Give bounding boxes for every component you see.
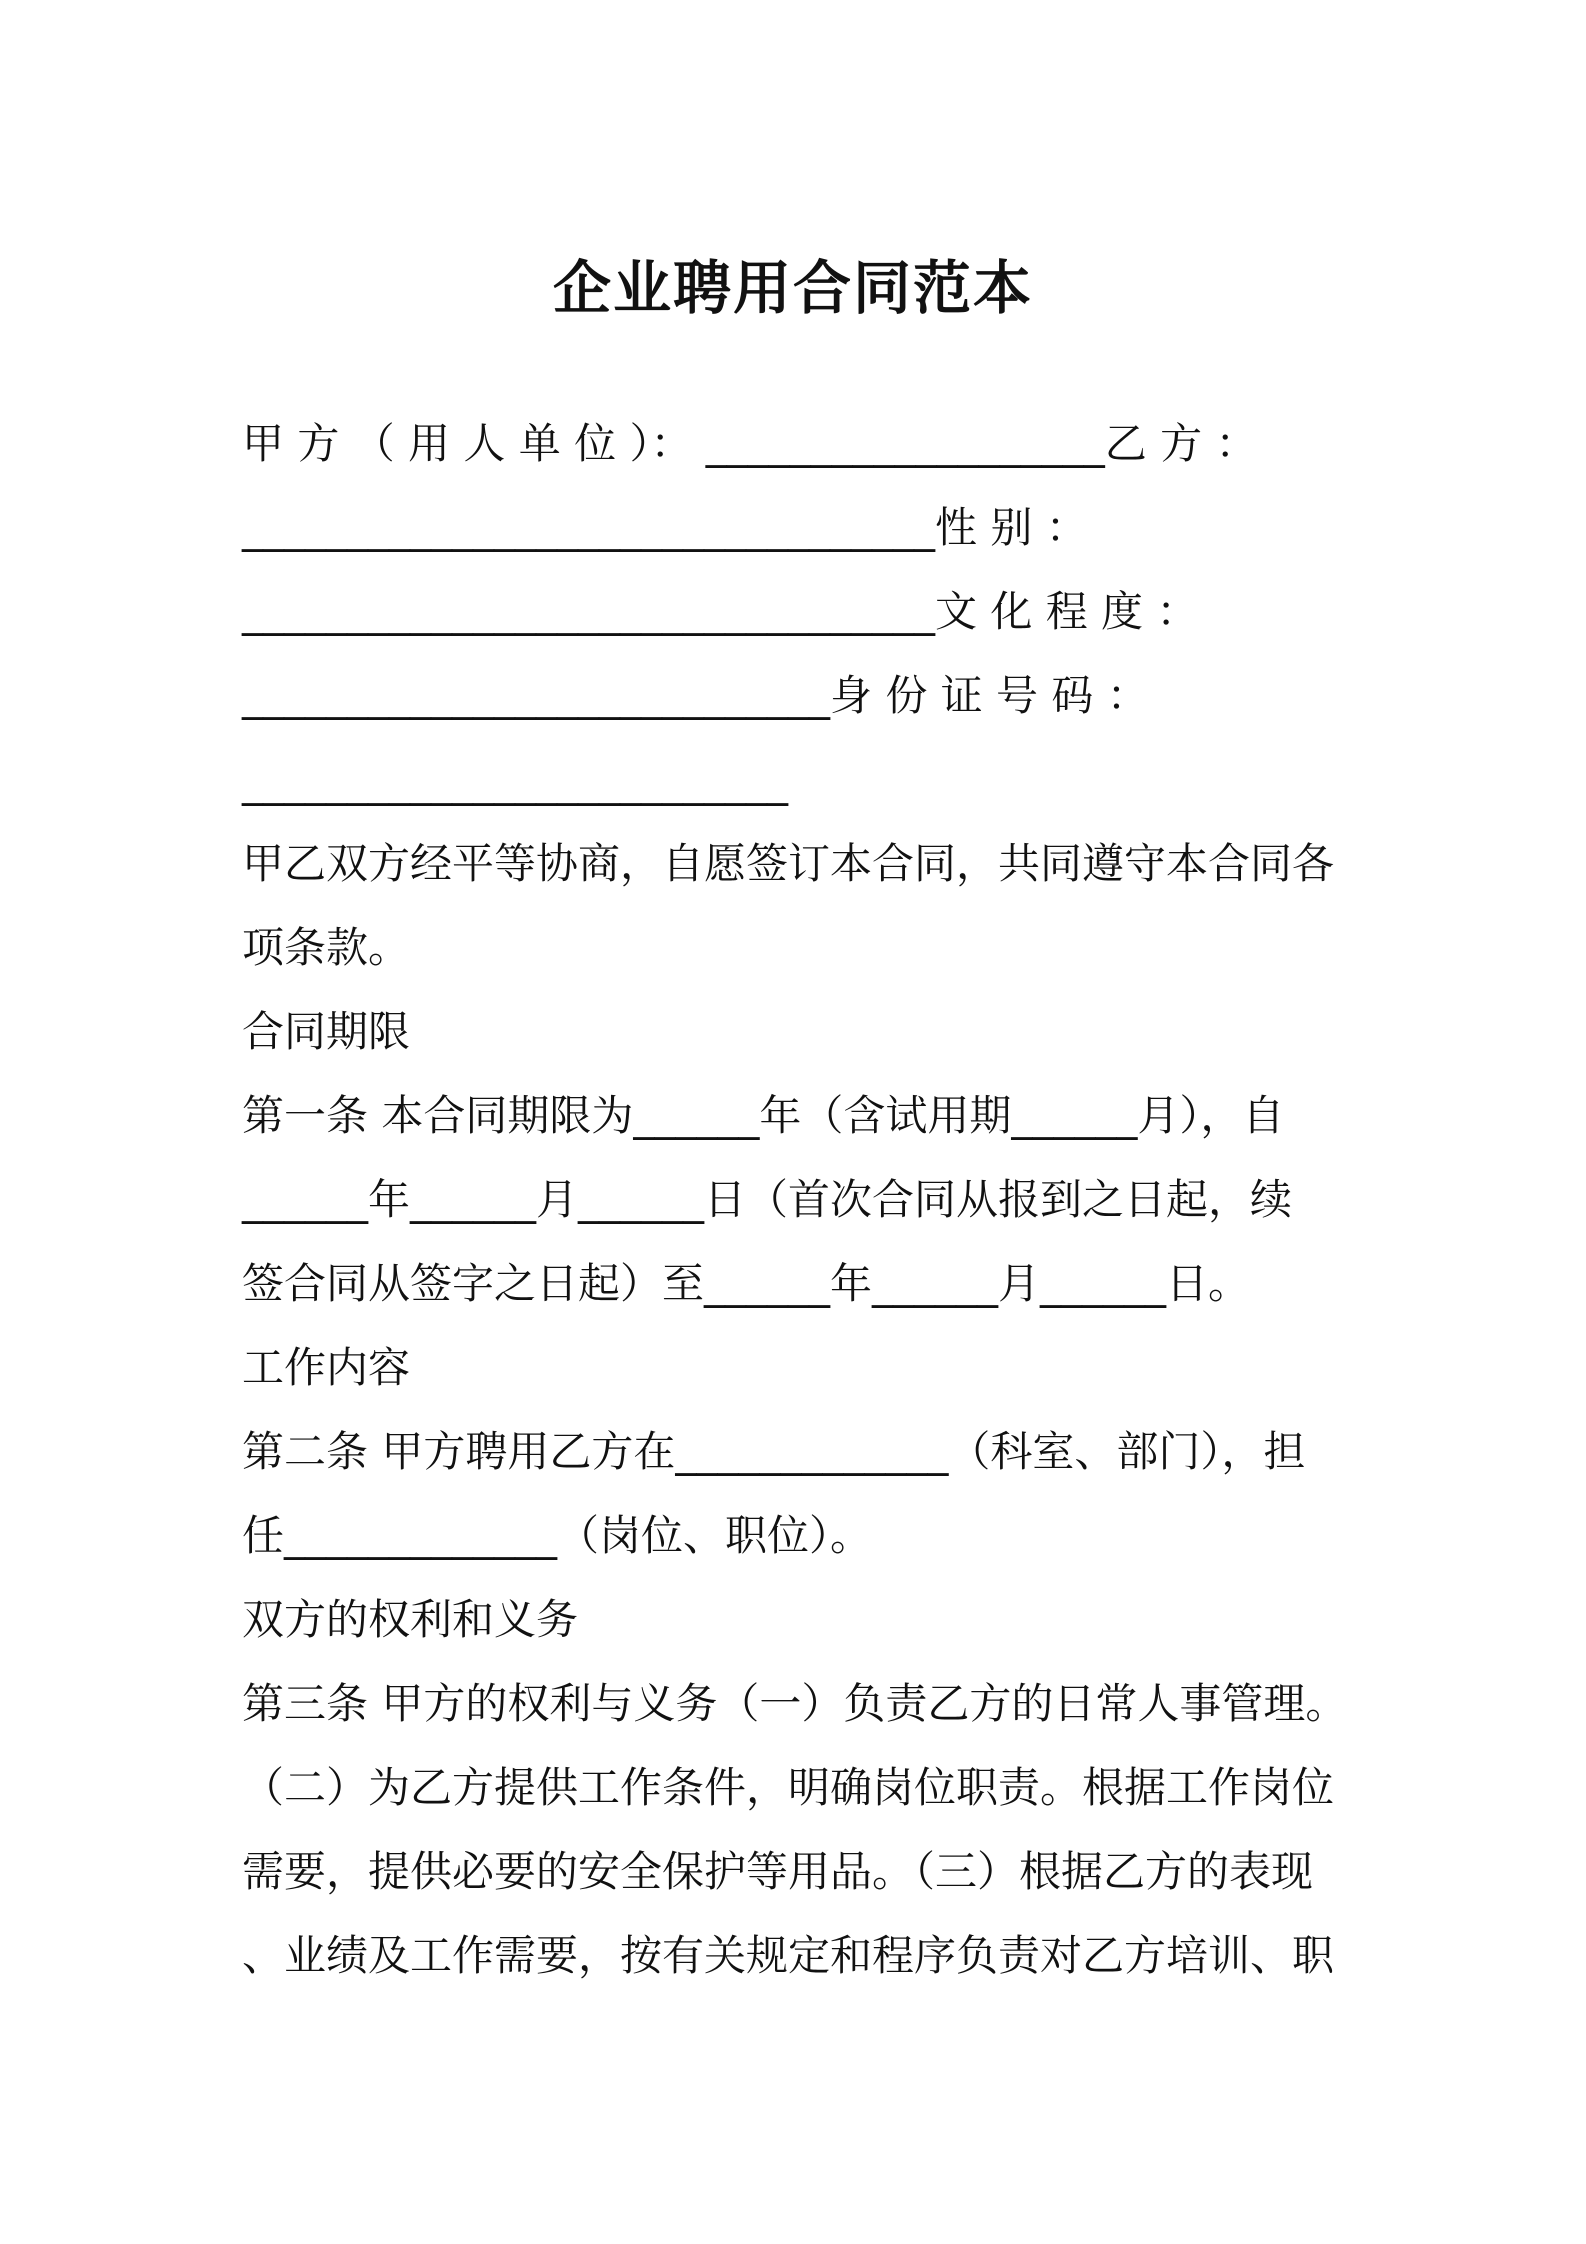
intro-paragraph-line-1: 甲乙双方经平等协商，自愿签订本合同，共同遵守本合同各 — [242, 839, 1335, 888]
article-3-line-2: （二）为乙方提供工作条件，明确岗位职责。根据工作岗位 — [242, 1763, 1335, 1812]
section-heading-rights: 双方的权利和义务 — [242, 1595, 579, 1644]
education-line: _________________________________文 化 程 度 ： — [242, 587, 1199, 636]
article-2-line-1: 第二条 甲方聘用乙方在_____________（科室、部门），担 — [242, 1427, 1306, 1476]
article-3-line-1: 第三条 甲方的权利与义务（一）负责乙方的日常人事管理。 — [242, 1679, 1348, 1728]
article-3-line-3: 需要，提供必要的安全保护等用品。（三）根据乙方的表现 — [242, 1847, 1314, 1896]
article-1-line-1: 第一条 本合同期限为______年（含试用期______月），自 — [242, 1091, 1285, 1140]
section-heading-work: 工作内容 — [242, 1343, 411, 1392]
section-heading-term: 合同期限 — [242, 1007, 411, 1056]
article-3-line-4: 、业绩及工作需要，按有关规定和程序负责对乙方培训、职 — [242, 1931, 1335, 1980]
party-a-line: 甲 方 （ 用 人 单 位 ）： ___________________乙 方 ： — [242, 419, 1258, 468]
article-1-line-3: 签合同从签字之日起）至______年______月______日。 — [242, 1259, 1251, 1308]
id-number-blank: __________________________ — [242, 757, 788, 806]
article-2-line-2: 任_____________（岗位、职位）。 — [242, 1511, 873, 1560]
id-number-line: ____________________________身 份 证 号 码 ： — [242, 671, 1149, 720]
intro-paragraph-line-2: 项条款。 — [242, 923, 411, 972]
gender-line: _________________________________性 别 ： — [242, 503, 1088, 552]
article-1-line-2: ______年______月______日（首次合同从报到之日起，续 — [242, 1175, 1293, 1224]
document-title: 企业聘用合同范本 — [552, 254, 1033, 322]
